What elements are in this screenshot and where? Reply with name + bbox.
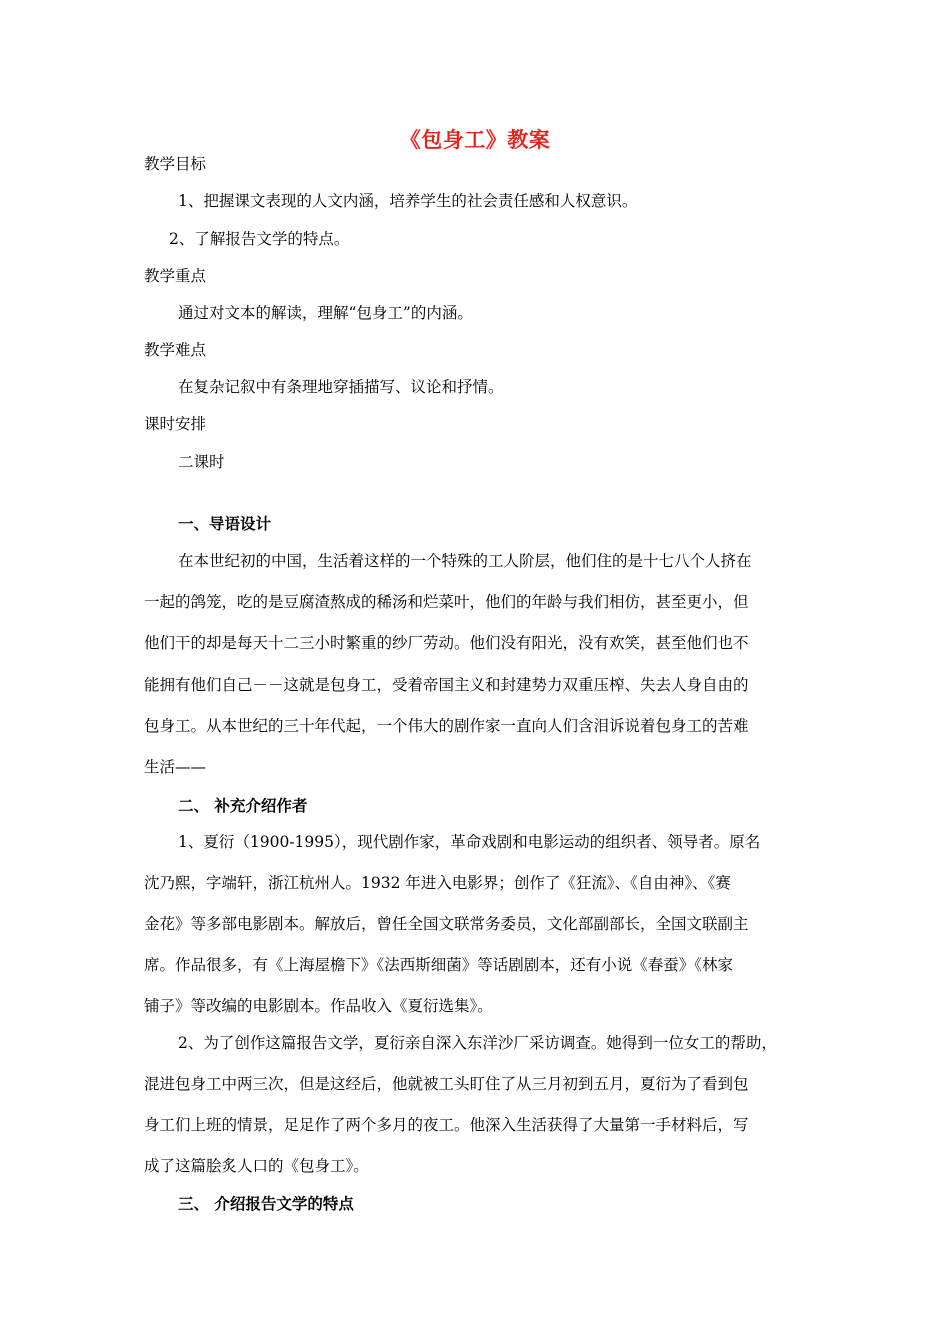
part2-para1-line: 金花》等多部电影剧本。解放后，曾任全国文联常务委员，文化部副部长，全国文联副主 [144,915,749,933]
objective-1: 1、把握课文表现的人文内涵，培养学生的社会责任感和人权意识。 [178,192,638,210]
part2-para2-line: 成了这篇脍炙人口的《包身工》。 [144,1157,369,1175]
part1-line: 在本世纪初的中国，生活着这样的一个特殊的工人阶层，他们住的是十七八个人挤在 [178,552,752,570]
difficulty-heading: 教学难点 [144,341,207,359]
key-points-text: 通过对文本的解读，理解“包身工”的内涵。 [178,304,473,322]
part1-line: 生活—— [144,758,207,776]
part2-para1-line: 铺子》等改编的电影剧本。作品收入《夏衍选集》。 [144,997,493,1015]
part2-para2-line: 2、为了创作这篇报告文学，夏衍亲自深入东洋沙厂采访调查。她得到一位女工的帮助， [178,1034,777,1052]
document-title: 《包身工》教案 [399,127,551,152]
part1-line: 他们干的却是每天十二三小时繁重的纱厂劳动。他们没有阳光，没有欢笑，甚至他们也不 [144,634,749,652]
key-points-heading: 教学重点 [144,267,207,285]
schedule-heading: 课时安排 [144,415,207,433]
part2-para2-line: 混进包身工中两三次，但是这经后，他就被工头盯住了从三月初到五月，夏衍为了看到包 [144,1075,749,1093]
part1-line: 包身工。从本世纪的三十年代起，一个伟大的剧作家一直向人们含泪诉说着包身工的苦难 [144,717,749,735]
part2-heading: 二、 补充介绍作者 [178,796,308,815]
difficulty-text: 在复杂记叙中有条理地穿插描写、议论和抒情。 [178,378,504,396]
part2-para1-line: 1、夏衍（1900-1995），现代剧作家，革命戏剧和电影运动的组织者、领导者。原名 [178,833,761,851]
objective-2: 2、了解报告文学的特点。 [169,230,350,248]
objectives-heading: 教学目标 [144,155,207,173]
part1-line: 一起的鸽笼，吃的是豆腐渣熬成的稀汤和烂菜叶，他们的年龄与我们相仿，甚至更小，但 [144,593,749,611]
part2-para1-line: 席。作品很多，有《上海屋檐下》《法西斯细菌》等话剧剧本，还有小说《春蚕》《林家 [144,956,734,974]
part3-heading: 三、 介绍报告文学的特点 [178,1194,354,1213]
part2-para2-line: 身工们上班的情景，足足作了两个多月的夜工。他深入生活获得了大量第一手材料后，写 [144,1116,749,1134]
part2-para1-line: 沈乃熙，字端轩，浙江杭州人。1932 年进入电影界；创作了《狂流》、《自由神》、《赛 [144,874,731,892]
part1-heading: 一、导语设计 [178,514,272,533]
schedule-text: 二课时 [178,453,225,471]
part1-line: 能拥有他们自己－－这就是包身工，受着帝国主义和封建势力双重压榨、失去人身自由的 [144,676,749,694]
